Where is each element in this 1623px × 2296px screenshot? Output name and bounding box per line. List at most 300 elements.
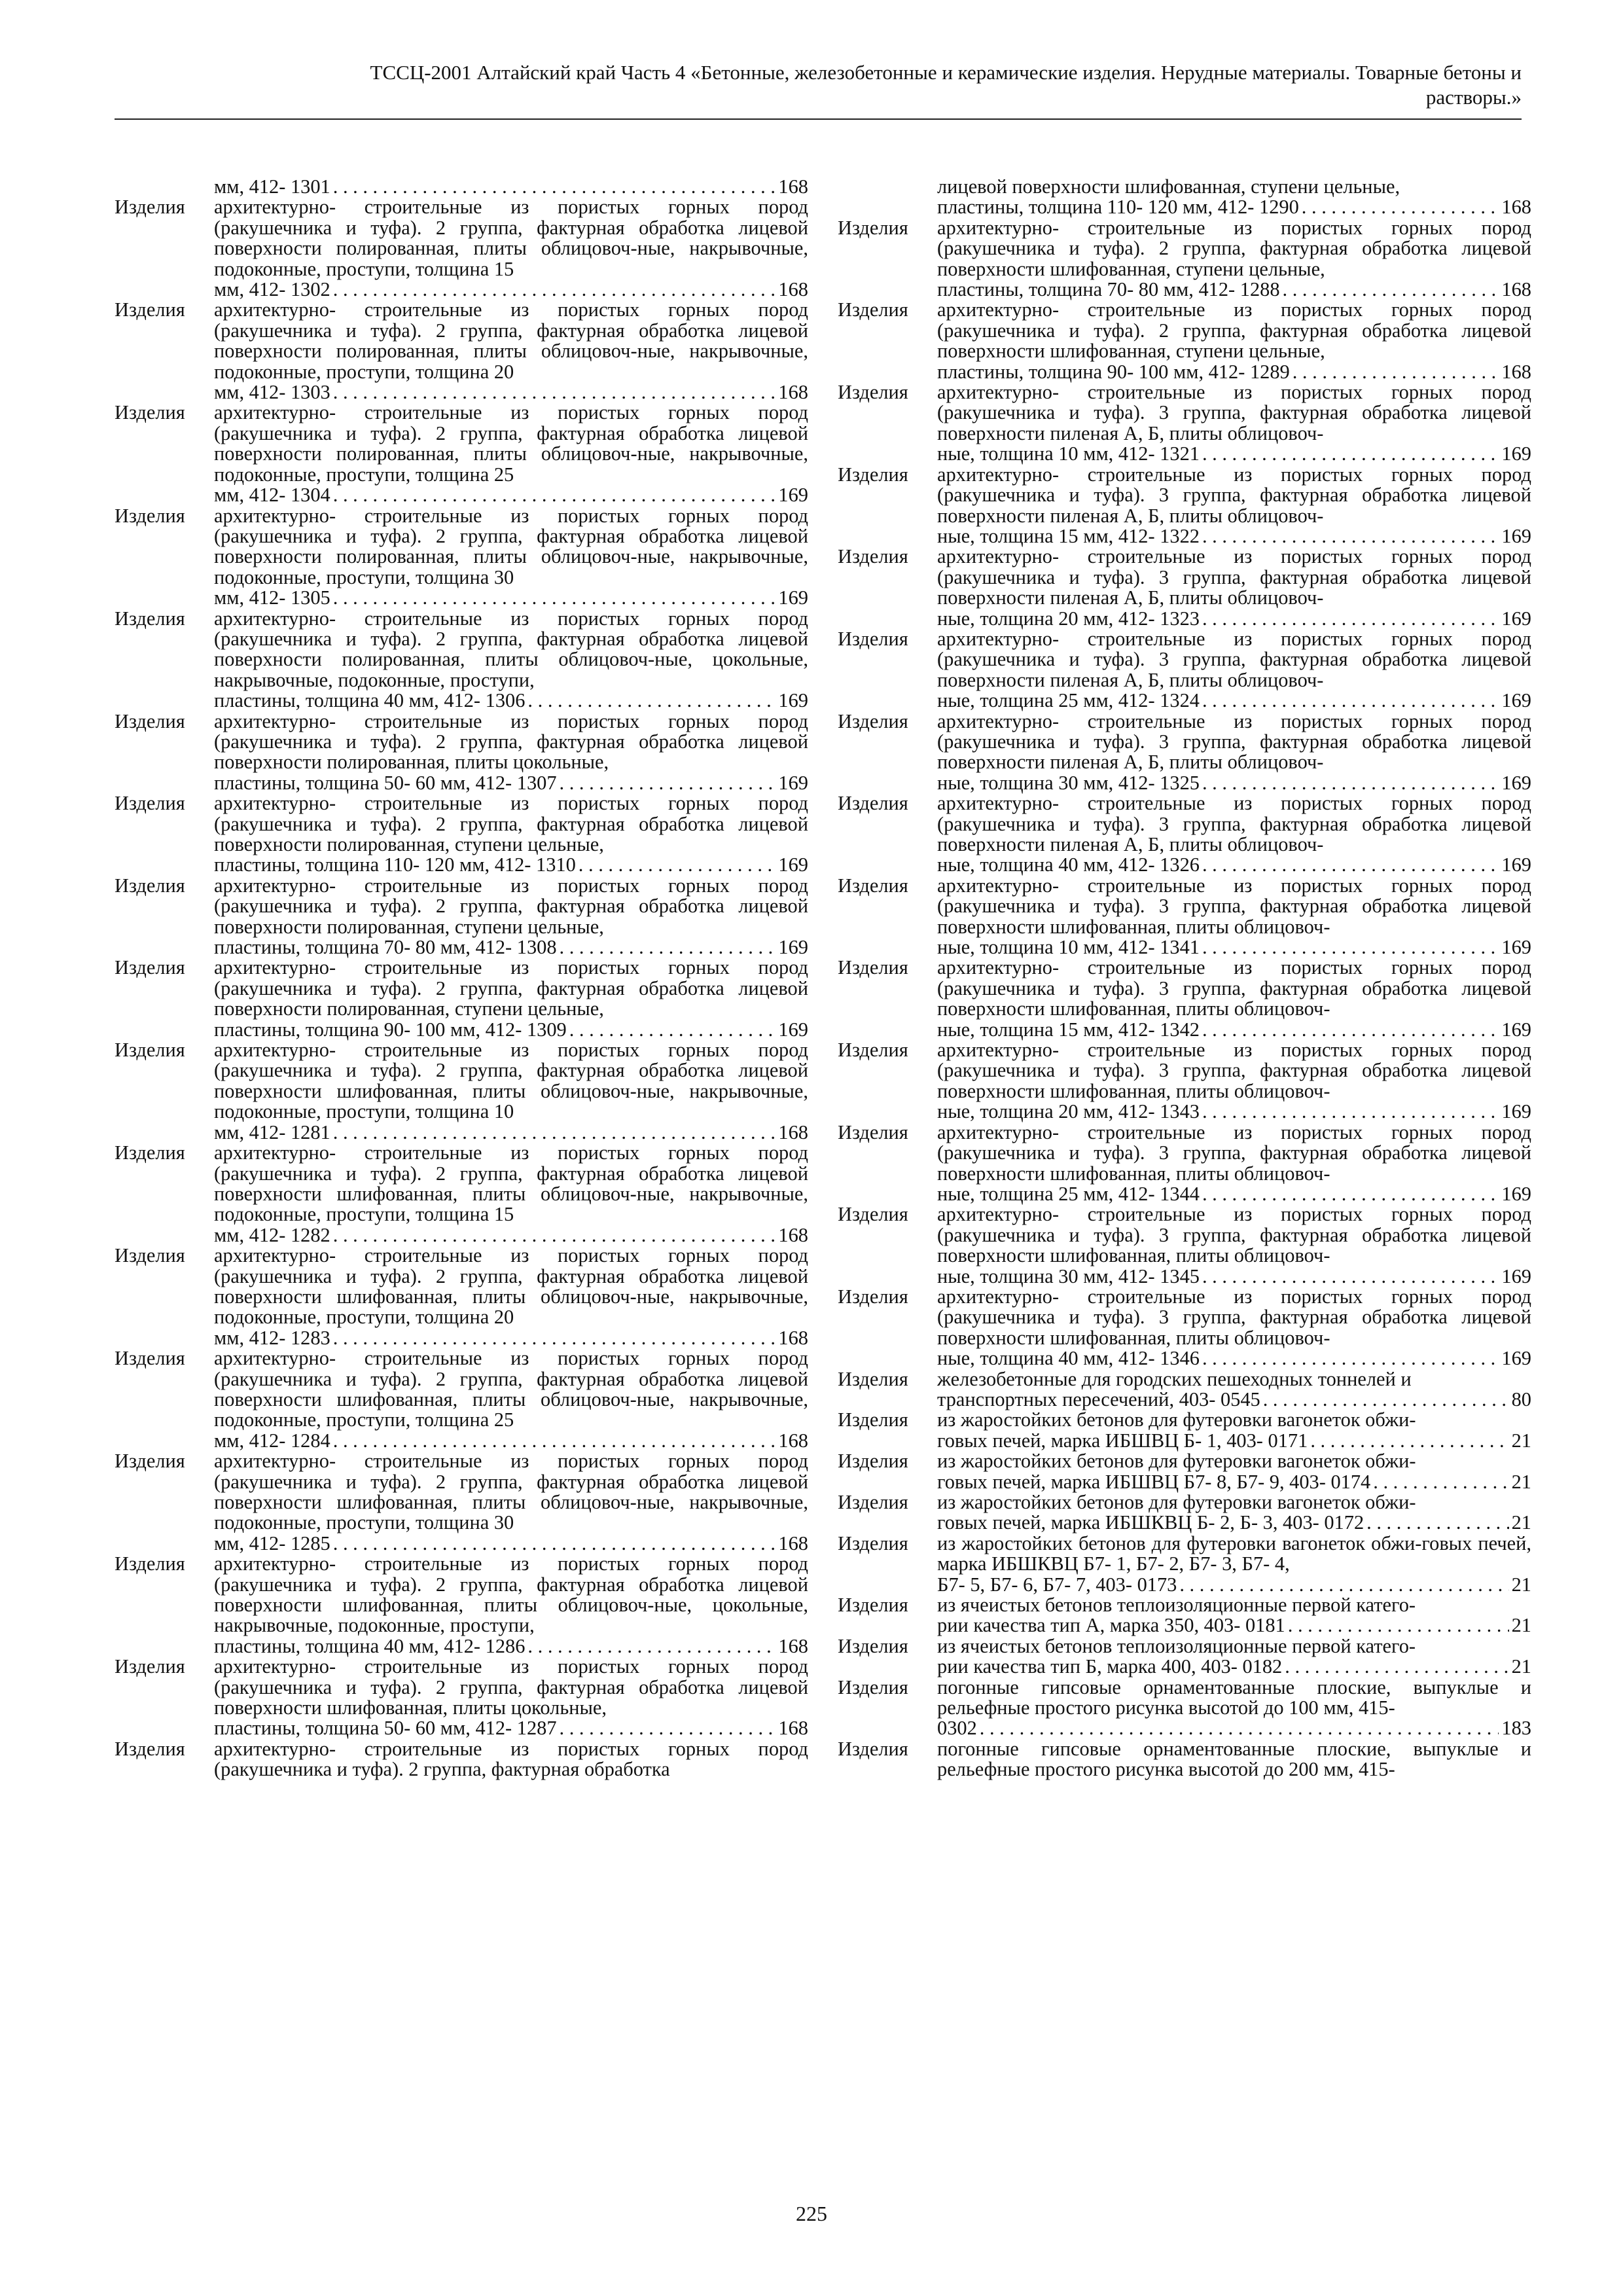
entry-code: мм, 412- 1281 [214, 1121, 330, 1143]
entry-code-line [937, 1390, 1531, 1410]
entry-code: мм, 412- 1305 [214, 586, 330, 609]
entry-body [838, 1636, 1531, 1677]
entry-body [115, 1040, 808, 1143]
entry-text: архитектурно- строительные из пористых горных пород (ракушечника и туфа). 3 группа, фактурная обработка лицевой поверхности шлифованная, плиты облицовоч- [937, 1285, 1531, 1349]
dot-leader [1366, 1513, 1508, 1533]
entry-label: Изделия [115, 1737, 185, 1760]
entry-body [115, 711, 808, 794]
index-entry [115, 1143, 808, 1246]
entry-code-line [937, 1184, 1531, 1204]
entry-text: архитектурно- строительные из пористых горных пород (ракушечника и туфа). 3 группа, фактурная обработка лицевой поверхности пиленая А, Б, плиты облицовоч- [937, 381, 1531, 444]
index-entry [838, 1287, 1531, 1369]
entry-body [115, 876, 808, 958]
index-entry [838, 1636, 1531, 1677]
running-header [115, 60, 1522, 110]
entry-text: из жаростойких бетонов для футеровки вагонеток обжи- [937, 1491, 1416, 1513]
entry-code: пластины, толщина 110- 120 мм, 412- 1310 [214, 853, 576, 876]
entry-label: Изделия [838, 1203, 908, 1226]
entry-label: Изделия [838, 956, 908, 979]
entry-text: архитектурно- строительные из пористых горных пород (ракушечника и туфа). 2 группа, фактурная обработка лицевой поверхности шлифованная, ступени цельные, [937, 298, 1531, 363]
entry-body [115, 197, 808, 300]
entry-text: архитектурно- строительные из пористых горных пород (ракушечника и туфа). 2 группа, фактурная обработка лицевой поверхности шлифованная, плиты облицовоч-ные, накрывочные, подоконные, проступи, толщина 15 [214, 1141, 808, 1226]
index-entry [838, 1492, 1531, 1534]
entry-code-line [214, 177, 808, 197]
entry-label: Изделия [115, 1141, 185, 1164]
entry-code: пластины, толщина 70- 80 мм, 412- 1288 [937, 278, 1280, 301]
dot-leader [1202, 1102, 1499, 1122]
entry-label: Изделия [838, 381, 908, 404]
index-entry [838, 1369, 1531, 1410]
entry-page-ref: 169 [1501, 1100, 1531, 1123]
entry-text: архитектурно- строительные из пористых горных пород (ракушечника и туфа). 2 группа, фактурная обработка лицевой поверхности шлифованная, плиты цокольные, [214, 1655, 808, 1719]
header-line-1: ТССЦ-2001 Алтайский край Часть 4 «Бетонные, железобетонные и керамические изделия. Нерудные материалы. Товарные бетоны и [370, 61, 1522, 84]
dot-leader [333, 177, 776, 197]
entry-code-line [937, 362, 1531, 382]
entry-page-ref: 21 [1511, 1511, 1531, 1534]
entry-page-ref: 169 [778, 853, 808, 876]
entry-label: Изделия [115, 298, 185, 321]
dot-leader [1202, 609, 1499, 629]
entry-body [838, 1122, 1531, 1205]
entry-code: мм, 412- 1285 [214, 1532, 330, 1554]
entry-text: архитектурно- строительные из пористых горных пород (ракушечника и туфа). 2 группа, фактурная обработка лицевой поверхности полированная, плиты цокольные, [214, 709, 808, 774]
entry-code-line [214, 1020, 808, 1040]
entry-text: архитектурно- строительные из пористых горных пород (ракушечника и туфа). 2 группа, фактурная обработка лицевой поверхности полированная, плиты облицовоч-ные, накрывочные, подоконные, проступи, толщина 25 [214, 401, 808, 486]
entry-code-line [937, 1431, 1531, 1451]
entry-code-line [214, 773, 808, 793]
index-entry [838, 382, 1531, 465]
entry-code: ные, толщина 10 мм, 412- 1341 [937, 936, 1200, 959]
entry-label: Изделия [115, 1655, 185, 1678]
entry-code: пластины, толщина 40 мм, 412- 1306 [214, 689, 526, 712]
entry-page-ref: 169 [1501, 1265, 1531, 1287]
index-entry [838, 1040, 1531, 1122]
entry-text: железобетонные для городских пешеходных тоннелей и [937, 1367, 1412, 1390]
entry-body [115, 300, 808, 403]
entry-code-line [214, 279, 808, 300]
entry-text: архитектурно- строительные из пористых горных пород (ракушечника и туфа). 2 группа, фактурная обработка лицевой поверхности полированная, плиты облицовоч-ные, накрывочные, подоконные, проступи, толщина 20 [214, 298, 808, 383]
header-line-2: растворы.» [1425, 86, 1522, 109]
entry-code: рии качества тип Б, марка 400, 403- 0182 [937, 1655, 1283, 1678]
entry-code: пластины, толщина 110- 120 мм, 412- 1290 [937, 196, 1299, 219]
entry-code-line [937, 1513, 1531, 1533]
entry-body [838, 1451, 1531, 1492]
entry-code: мм, 412- 1304 [214, 484, 330, 507]
entry-page-ref: 168 [778, 1326, 808, 1349]
entry-code: Б7- 5, Б7- 6, Б7- 7, 403- 0173 [937, 1573, 1177, 1596]
entry-body [838, 1287, 1531, 1369]
entry-body [838, 547, 1531, 629]
entry-code-line [214, 382, 808, 403]
dot-leader [1302, 197, 1499, 217]
entry-body [838, 793, 1531, 876]
entry-body [838, 876, 1531, 958]
entry-label: Изделия [115, 504, 185, 527]
index-entry [838, 177, 1531, 218]
index-entry [115, 506, 808, 609]
entry-text: погонные гипсовые орнаментованные плоские, выпуклые и рельефные простого рисунка высотой до 100 мм, 415- [937, 1676, 1531, 1719]
entry-body [838, 177, 1531, 218]
entry-text: архитектурно- строительные из пористых горных пород (ракушечника и туфа). 2 группа, фактурная обработка [214, 1737, 808, 1781]
index-entry [115, 403, 808, 505]
entry-page-ref: 168 [778, 1532, 808, 1554]
entry-label: Изделия [838, 1039, 908, 1062]
entry-label: Изделия [838, 1450, 908, 1473]
entry-label: Изделия [838, 1285, 908, 1308]
dot-leader [1310, 1431, 1508, 1451]
index-entry [838, 300, 1531, 382]
entry-text: архитектурно- строительные из пористых горных пород (ракушечника и туфа). 3 группа, фактурная обработка лицевой поверхности пиленая А, Б, плиты облицовоч- [937, 627, 1531, 691]
entry-text: лицевой поверхности шлифованная, ступени цельные, [937, 175, 1400, 198]
entry-code: рии качества тип А, марка 350, 403- 0181 [937, 1614, 1285, 1637]
dot-leader [560, 1718, 776, 1738]
index-entry [115, 177, 808, 197]
index-entry [115, 1554, 808, 1657]
entry-text: из жаростойких бетонов для футеровки вагонеток обжи- [937, 1450, 1416, 1473]
entry-page-ref: 168 [778, 381, 808, 404]
entry-page-ref: 21 [1511, 1573, 1531, 1596]
entry-page-ref: 168 [778, 278, 808, 301]
page-number: 225 [796, 2202, 827, 2225]
entry-label: Изделия [838, 1634, 908, 1657]
index-entry [115, 197, 808, 300]
entry-page-ref: 169 [1501, 853, 1531, 876]
entry-code: пластины, толщина 40 мм, 412- 1286 [214, 1634, 526, 1657]
dot-leader [1202, 855, 1499, 875]
entry-label: Изделия [115, 1347, 185, 1370]
index-column-right [838, 177, 1531, 1780]
entry-code-line [214, 1122, 808, 1143]
entry-text: архитектурно- строительные из пористых горных пород (ракушечника и туфа). 2 группа, фактурная обработка лицевой поверхности полированная, плиты облицовоч-ные, накрывочные, подоконные, проступи, толщина 15 [214, 196, 808, 280]
dot-leader [1202, 1184, 1499, 1204]
dot-leader [333, 1431, 776, 1451]
entry-code: ные, толщина 10 мм, 412- 1321 [937, 442, 1200, 465]
entry-page-ref: 21 [1511, 1614, 1531, 1637]
entry-code-line [937, 773, 1531, 793]
index-entry [838, 547, 1531, 629]
index-entry [838, 793, 1531, 876]
index-entry [115, 1739, 808, 1780]
dot-leader [333, 382, 776, 403]
entry-text: архитектурно- строительные из пористых горных пород (ракушечника и туфа). 3 группа, фактурная обработка лицевой поверхности шлифованная, плиты облицовоч- [937, 1039, 1531, 1102]
entry-text: архитектурно- строительные из пористых горных пород (ракушечника и туфа). 2 группа, фактурная обработка лицевой поверхности полированная, ступени цельные, [214, 956, 808, 1020]
entry-code: пластины, толщина 90- 100 мм, 412- 1309 [214, 1018, 567, 1041]
dot-leader [333, 1534, 776, 1554]
entry-label: Изделия [115, 709, 185, 732]
entry-page-ref: 21 [1511, 1429, 1531, 1452]
entry-code-line [937, 1575, 1531, 1595]
entry-text: из жаростойких бетонов для футеровки вагонеток обжи-говых печей, марка ИБШКВЦ Б7- 1, Б7- 2, Б7- 3, Б7- 4, [937, 1532, 1531, 1575]
dot-leader [1202, 691, 1499, 711]
entry-body [115, 1739, 808, 1780]
dot-leader [333, 279, 776, 300]
index-entry [838, 1204, 1531, 1287]
entry-code-line [214, 1225, 808, 1246]
entry-page-ref: 168 [778, 1121, 808, 1143]
index-entry [838, 465, 1531, 547]
entry-label: Изделия [115, 1450, 185, 1473]
entry-page-ref: 169 [778, 1018, 808, 1041]
entry-text: из ячеистых бетонов теплоизоляционные первой катего- [937, 1634, 1416, 1657]
index-column-left [115, 177, 808, 1780]
entry-page-ref: 169 [778, 936, 808, 959]
entry-body [838, 382, 1531, 465]
entry-code: 0302 [937, 1717, 977, 1740]
entry-code: ные, толщина 15 мм, 412- 1342 [937, 1018, 1200, 1041]
entry-code-line [937, 1718, 1531, 1738]
entry-body [838, 1677, 1531, 1739]
index-entry [115, 1040, 808, 1143]
entry-body [115, 1554, 808, 1657]
entry-text: архитектурно- строительные из пористых горных пород (ракушечника и туфа). 3 группа, фактурная обработка лицевой поверхности шлифованная, плиты облицовоч- [937, 1203, 1531, 1267]
entry-page-ref: 168 [778, 1429, 808, 1452]
entry-page-ref: 169 [1501, 1182, 1531, 1205]
entry-page-ref: 169 [1501, 1347, 1531, 1370]
entry-body [115, 1143, 808, 1246]
entry-code: пластины, толщина 50- 60 мм, 412- 1287 [214, 1717, 557, 1740]
dot-leader [1283, 279, 1499, 300]
entry-text: архитектурно- строительные из пористых горных пород (ракушечника и туфа). 2 группа, фактурная обработка лицевой поверхности шлифованная, плиты облицовоч-ные, накрывочные, подоконные, проступи, толщина 10 [214, 1039, 808, 1123]
dot-leader [333, 1225, 776, 1246]
entry-page-ref: 21 [1511, 1655, 1531, 1678]
entry-body [838, 218, 1531, 300]
entry-code: ные, толщина 30 мм, 412- 1345 [937, 1265, 1200, 1287]
entry-label: Изделия [115, 196, 185, 219]
entry-body [838, 958, 1531, 1040]
entry-page-ref: 168 [778, 1717, 808, 1740]
entry-code-line [937, 1102, 1531, 1122]
dot-leader [1202, 1348, 1499, 1369]
entry-text: архитектурно- строительные из пористых горных пород (ракушечника и туфа). 3 группа, фактурная обработка лицевой поверхности пиленая А, Б, плиты облицовоч- [937, 792, 1531, 855]
index-entry [115, 793, 808, 876]
entry-code-line [214, 1636, 808, 1657]
entry-body [838, 465, 1531, 547]
entry-page-ref: 169 [1501, 936, 1531, 959]
entry-page-ref: 169 [1501, 771, 1531, 794]
entry-code-line [214, 691, 808, 711]
entry-page-ref: 169 [1501, 1018, 1531, 1041]
dot-leader [1293, 362, 1499, 382]
entry-text: архитектурно- строительные из пористых горных пород (ракушечника и туфа). 2 группа, фактурная обработка лицевой поверхности шлифованная, плиты облицовоч-ные, накрывочные, подоконные, проступи, толщина 20 [214, 1244, 808, 1329]
entry-page-ref: 169 [778, 771, 808, 794]
dot-leader [1285, 1657, 1508, 1677]
entry-code-line [937, 937, 1531, 958]
index-entry [838, 711, 1531, 794]
index-entry [838, 1677, 1531, 1739]
entry-text: из ячеистых бетонов теплоизоляционные первой катего- [937, 1594, 1416, 1617]
entry-text: архитектурно- строительные из пористых горных пород (ракушечника и туфа). 2 группа, фактурная обработка лицевой поверхности полированная, ступени цельные, [214, 874, 808, 938]
entry-page-ref: 169 [778, 689, 808, 712]
entry-body [115, 177, 808, 197]
entry-code-line [937, 526, 1531, 547]
entry-label: Изделия [838, 298, 908, 321]
index-entry [838, 1595, 1531, 1636]
entry-text: архитектурно- строительные из пористых горных пород (ракушечника и туфа). 2 группа, фактурная обработка лицевой поверхности шлифованная, плиты облицовоч-ные, накрывочные, подоконные, проступи, толщина 30 [214, 1450, 808, 1534]
entry-code: ные, толщина 40 мм, 412- 1326 [937, 853, 1200, 876]
entry-body [115, 1451, 808, 1554]
dot-leader [333, 1122, 776, 1143]
dot-leader [333, 485, 776, 505]
entry-label: Изделия [838, 216, 908, 239]
dot-leader [1263, 1390, 1509, 1410]
index-entry [838, 218, 1531, 300]
entry-code-line [937, 1348, 1531, 1369]
dot-leader [1202, 1020, 1499, 1040]
index-entry [838, 1122, 1531, 1205]
index-entry [838, 1451, 1531, 1492]
entry-code-line [214, 1534, 808, 1554]
entry-text: архитектурно- строительные из пористых горных пород (ракушечника и туфа). 2 группа, фактурная обработка лицевой поверхности полированная, ступени цельные, [214, 792, 808, 855]
entry-label: Изделия [838, 1121, 908, 1143]
entry-body [838, 1595, 1531, 1636]
entry-label: Изделия [838, 874, 908, 897]
index-entry [115, 1657, 808, 1739]
entry-body [838, 1369, 1531, 1410]
entry-code: транспортных пересечений, 403- 0545 [937, 1388, 1260, 1410]
entry-label: Изделия [115, 874, 185, 897]
entry-code: говых печей, марка ИБШКВЦ Б- 2, Б- 3, 403- 0172 [937, 1511, 1364, 1534]
entry-label: Изделия [838, 1408, 908, 1431]
index-entry [115, 958, 808, 1040]
entry-code: мм, 412- 1302 [214, 278, 330, 301]
entry-text: архитектурно- строительные из пористых горных пород (ракушечника и туфа). 3 группа, фактурная обработка лицевой поверхности пиленая А, Б, плиты облицовоч- [937, 709, 1531, 774]
entry-code-line [937, 691, 1531, 711]
index-entry [838, 958, 1531, 1040]
entry-label: Изделия [838, 792, 908, 815]
entry-body [838, 300, 1531, 382]
entry-page-ref: 169 [778, 586, 808, 609]
entry-code-line [214, 1718, 808, 1738]
entry-code-line [214, 485, 808, 505]
index-entry [115, 711, 808, 794]
index-entry [838, 876, 1531, 958]
entry-label: Изделия [838, 545, 908, 568]
entry-page-ref: 169 [1501, 524, 1531, 547]
entry-page-ref: 168 [1501, 196, 1531, 219]
entry-text: архитектурно- строительные из пористых горных пород (ракушечника и туфа). 3 группа, фактурная обработка лицевой поверхности пиленая А, Б, плиты облицовоч- [937, 463, 1531, 527]
entry-code-line [937, 1657, 1531, 1677]
entry-page-ref: 183 [1501, 1717, 1531, 1740]
entry-body [115, 1657, 808, 1739]
entry-body [115, 958, 808, 1040]
dot-leader [1202, 773, 1499, 793]
index-entry [838, 629, 1531, 711]
entry-label: Изделия [838, 1367, 908, 1390]
index-entry [838, 1739, 1531, 1780]
dot-leader [579, 855, 776, 875]
entry-code-line [214, 937, 808, 958]
entry-code: мм, 412- 1283 [214, 1326, 330, 1349]
entry-body [838, 711, 1531, 794]
dot-leader [980, 1718, 1499, 1738]
entry-code: мм, 412- 1303 [214, 381, 330, 404]
entry-page-ref: 169 [1501, 689, 1531, 712]
entry-code: ные, толщина 30 мм, 412- 1325 [937, 771, 1200, 794]
dot-leader [560, 937, 776, 958]
entry-code-line [937, 1472, 1531, 1492]
entry-body [838, 1492, 1531, 1534]
dot-leader [1202, 937, 1499, 958]
entry-code: говых печей, марка ИБШВЦ Б7- 8, Б7- 9, 403- 0174 [937, 1470, 1371, 1493]
entry-body [838, 1204, 1531, 1287]
entry-code-line [937, 444, 1531, 464]
entry-text: архитектурно- строительные из пористых горных пород (ракушечника и туфа). 3 группа, фактурная обработка лицевой поверхности шлифованная, плиты облицовоч- [937, 956, 1531, 1020]
entry-text: архитектурно- строительные из пористых горных пород (ракушечника и туфа). 2 группа, фактурная обработка лицевой поверхности шлифованная, плиты облицовоч-ные, цокольные, накрывочные, подоконные, проступи, [214, 1552, 808, 1637]
entry-text: архитектурно- строительные из пористых горных пород (ракушечника и туфа). 3 группа, фактурная обработка лицевой поверхности шлифованная, плиты облицовоч- [937, 1121, 1531, 1185]
entry-code-line [214, 588, 808, 608]
entry-page-ref: 168 [778, 175, 808, 198]
index-entry [838, 1410, 1531, 1451]
index-entry [115, 1246, 808, 1348]
entry-code-line [937, 1020, 1531, 1040]
entry-code-line [937, 1615, 1531, 1636]
entry-page-ref: 169 [1501, 607, 1531, 630]
entry-label: Изделия [838, 627, 908, 650]
dot-leader [1179, 1575, 1508, 1595]
entry-code: ные, толщина 25 мм, 412- 1324 [937, 689, 1200, 712]
dot-leader [1288, 1615, 1509, 1636]
entry-text: архитектурно- строительные из пористых горных пород (ракушечника и туфа). 2 группа, фактурная обработка лицевой поверхности полированная, плиты облицовоч-ные, цокольные, накрывочные, подоконные, проступи, [214, 607, 808, 691]
dot-leader [1202, 526, 1499, 547]
entry-body [838, 1739, 1531, 1780]
entry-text: из жаростойких бетонов для футеровки вагонеток обжи- [937, 1408, 1416, 1431]
entry-text: архитектурно- строительные из пористых горных пород (ракушечника и туфа). 2 группа, фактурная обработка лицевой поверхности шлифованная, плиты облицовоч-ные, накрывочные, подоконные, проступи, толщина 25 [214, 1347, 808, 1431]
entry-label: Изделия [838, 1737, 908, 1760]
dot-leader [569, 1020, 776, 1040]
entry-code-line [937, 609, 1531, 629]
dot-leader [333, 588, 776, 608]
index-entry [838, 1534, 1531, 1595]
entry-page-ref: 169 [1501, 442, 1531, 465]
entry-code: ные, толщина 25 мм, 412- 1344 [937, 1182, 1200, 1205]
dot-leader [1202, 1266, 1499, 1287]
index-entry [115, 1451, 808, 1554]
entry-code-line [937, 855, 1531, 875]
entry-code: мм, 412- 1301 [214, 175, 330, 198]
entry-text: архитектурно- строительные из пористых горных пород (ракушечника и туфа). 2 группа, фактурная обработка лицевой поверхности полированная, плиты облицовоч-ные, накрывочные, подоконные, проступи, толщина 30 [214, 504, 808, 588]
entry-code-line [214, 1328, 808, 1348]
entry-body [838, 1410, 1531, 1451]
index-entry [115, 609, 808, 711]
entry-text: архитектурно- строительные из пористых горных пород (ракушечника и туфа). 3 группа, фактурная обработка лицевой поверхности пиленая А, Б, плиты облицовоч- [937, 545, 1531, 609]
index-entry [115, 300, 808, 403]
entry-code: пластины, толщина 70- 80 мм, 412- 1308 [214, 936, 557, 959]
entry-code: мм, 412- 1284 [214, 1429, 330, 1452]
entry-code-line [937, 1266, 1531, 1287]
entry-page-ref: 168 [778, 1634, 808, 1657]
dot-leader [1373, 1472, 1508, 1492]
entry-page-ref: 168 [778, 1223, 808, 1246]
entry-label: Изделия [838, 1676, 908, 1698]
entry-body [838, 1040, 1531, 1122]
entry-code-line [937, 279, 1531, 300]
entry-label: Изделия [115, 1039, 185, 1062]
entry-body [115, 506, 808, 609]
entry-label: Изделия [115, 956, 185, 979]
entry-page-ref: 168 [1501, 360, 1531, 383]
entry-code: ные, толщина 20 мм, 412- 1343 [937, 1100, 1200, 1123]
entry-code: мм, 412- 1282 [214, 1223, 330, 1246]
entry-code: ные, толщина 40 мм, 412- 1346 [937, 1347, 1200, 1370]
dot-leader [1202, 444, 1499, 464]
entry-body [115, 403, 808, 505]
entry-text: архитектурно- строительные из пористых горных пород (ракушечника и туфа). 2 группа, фактурная обработка лицевой поверхности шлифованная, ступени цельные, [937, 216, 1531, 280]
entry-text: погонные гипсовые орнаментованные плоские, выпуклые и рельефные простого рисунка высотой до 200 мм, 415- [937, 1737, 1531, 1781]
entry-page-ref: 169 [778, 484, 808, 507]
entry-code: пластины, толщина 90- 100 мм, 412- 1289 [937, 360, 1290, 383]
entry-code-line [214, 1431, 808, 1451]
entry-label: Изделия [115, 1244, 185, 1267]
